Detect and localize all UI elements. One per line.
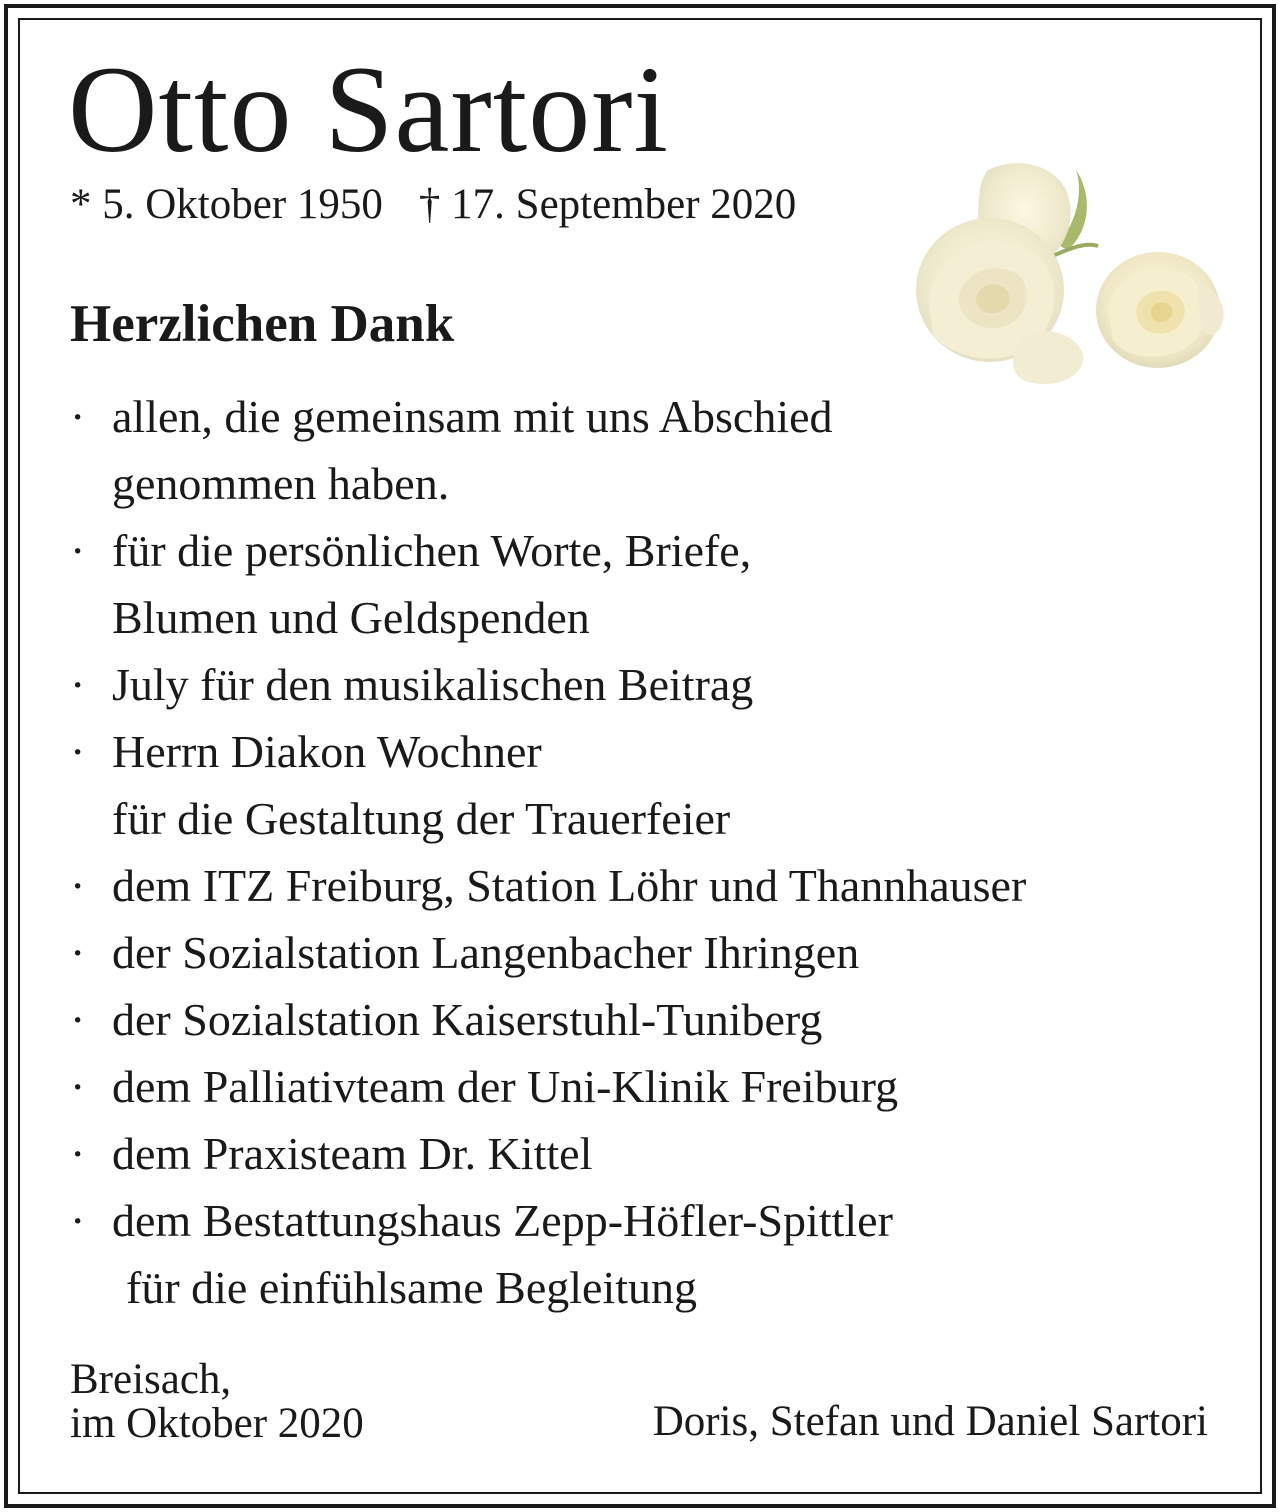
list-item-line: dem Bestattungshaus Zepp-Höfler-Spittler <box>112 1195 893 1246</box>
list-item-line: Blumen und Geldspenden <box>112 592 590 643</box>
list-item-line: allen, die gemeinsam mit uns Abschied <box>112 391 833 442</box>
list-item-line: July für den musikalischen Beitrag <box>112 659 754 710</box>
bullet: · <box>70 391 86 442</box>
list-item-line: dem Praxisteam Dr. Kittel <box>112 1128 593 1179</box>
bullet: · <box>70 994 86 1045</box>
deceased-name: Otto Sartori <box>68 41 669 178</box>
list-item <box>70 1187 1220 1321</box>
list-item <box>70 517 1220 651</box>
life-dates <box>70 181 796 228</box>
list-item <box>70 1053 1220 1120</box>
list-item-line: Herrn Diakon Wochner <box>112 726 542 777</box>
month-year: im Oktober 2020 <box>70 1400 364 1447</box>
list-item <box>70 852 1220 919</box>
list-item-line: für die einfühlsame Begleitung <box>126 1262 698 1313</box>
place: Breisach, <box>70 1356 232 1403</box>
white-roses-image <box>908 150 1244 398</box>
bullet: · <box>70 1195 86 1246</box>
list-item-line: der Sozialstation Langenbacher Ihringen <box>112 927 860 978</box>
list-item-line: für die Gestaltung der Trauerfeier <box>112 793 731 844</box>
thanks-heading: Herzlichen Dank <box>70 295 455 353</box>
bullet: · <box>70 860 86 911</box>
bullet: · <box>70 1061 86 1112</box>
death-date: † 17. September 2020 <box>418 181 797 228</box>
bullet: · <box>70 726 86 777</box>
list-item-line: dem ITZ Freiburg, Station Löhr und Thannhauser <box>112 860 1027 911</box>
list-item <box>70 383 1220 517</box>
thanks-list <box>70 383 1220 1321</box>
list-item <box>70 718 1220 852</box>
list-item-line: für die persönlichen Worte, Briefe, <box>112 525 752 576</box>
list-item <box>70 651 1220 718</box>
list-item-line: dem Palliativteam der Uni-Klinik Freiburg <box>112 1061 899 1112</box>
list-item <box>70 1120 1220 1187</box>
list-item <box>70 919 1220 986</box>
bullet: · <box>70 927 86 978</box>
bullet: · <box>70 1128 86 1179</box>
bullet: · <box>70 525 86 576</box>
birth-date: * 5. Oktober 1950 <box>70 181 383 228</box>
signers: Doris, Stefan und Daniel Sartori <box>652 1398 1208 1445</box>
list-item-line: der Sozialstation Kaiserstuhl-Tuniberg <box>112 994 823 1045</box>
bullet: · <box>70 659 86 710</box>
list-item-line: genommen haben. <box>112 458 450 509</box>
place-and-date <box>70 1358 364 1446</box>
list-item <box>70 986 1220 1053</box>
